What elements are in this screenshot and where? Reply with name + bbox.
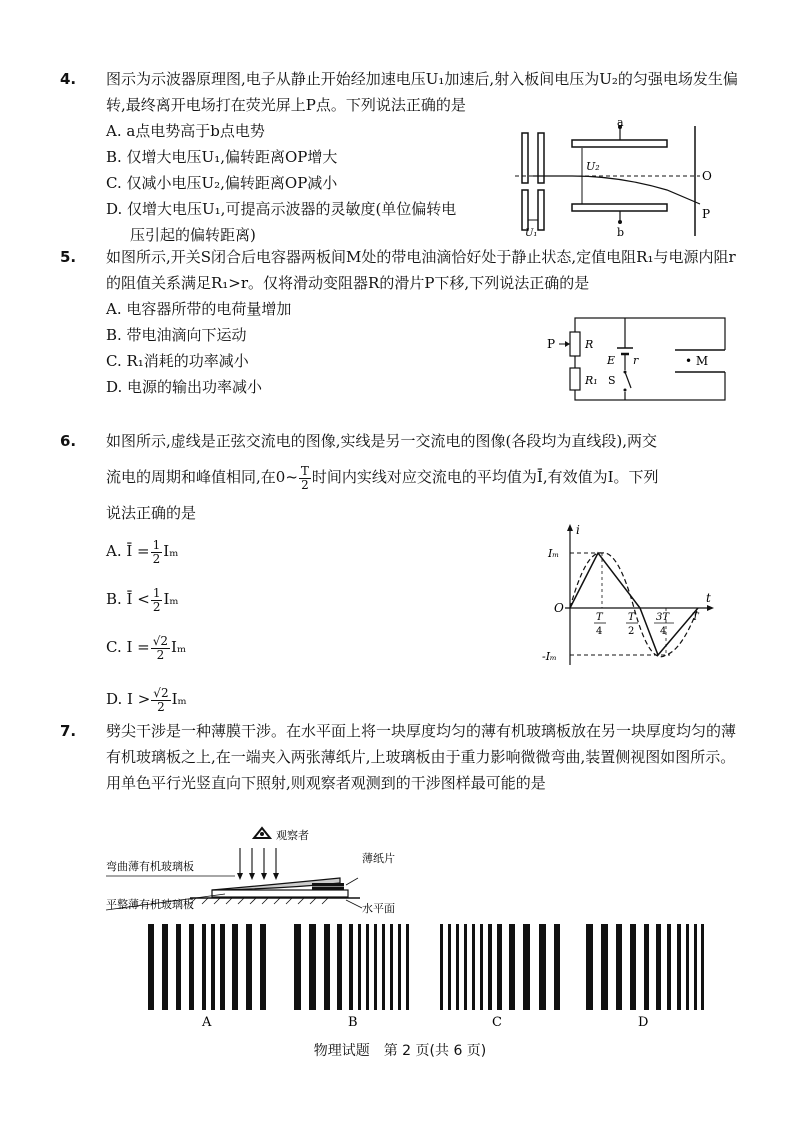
fringe-choice-a: [148, 924, 268, 1030]
option-fraction: [151, 539, 163, 566]
label-r1: R₁: [585, 374, 598, 387]
option-b: B. 带电油滴向下运动: [106, 326, 247, 344]
label-u1: U₁: [525, 228, 538, 239]
fringe-choice-b: [294, 924, 414, 1030]
choice-label-a: A: [202, 1015, 212, 1030]
q6-option-d: [60, 686, 750, 714]
frac-num: 1: [152, 585, 161, 600]
axis-t: t: [706, 591, 711, 605]
frac-num: 1: [152, 537, 161, 552]
origin-label: O: [554, 601, 564, 615]
fringe-choice-d: [586, 924, 706, 1030]
option-prefix: C. I =: [106, 638, 150, 656]
question-number: 6.: [60, 432, 77, 450]
frac-den: 2: [301, 477, 309, 492]
frac-num: √2: [152, 633, 169, 648]
paper-label: 薄纸片: [362, 852, 395, 865]
neg-im-label: -Iₘ: [542, 650, 557, 663]
tick-3t4-num: 3T: [656, 612, 670, 623]
option-suffix: Iₘ: [171, 638, 187, 656]
curved-plate-label: 弯曲薄有机玻璃板: [106, 860, 194, 873]
label-s: S: [608, 374, 616, 387]
option-suffix: Iₘ: [171, 690, 187, 708]
page-footer: 物理试题 第 2 页(共 6 页): [313, 1043, 487, 1059]
option-prefix: A. Ī =: [106, 542, 150, 560]
option-a: A. 电容器所带的电荷量增加: [106, 300, 292, 318]
option-suffix: Iₘ: [163, 542, 179, 560]
label-b: b: [617, 226, 625, 239]
option-a: A. a点电势高于b点电势: [106, 122, 265, 140]
label-e: E: [607, 354, 616, 367]
question-7: [60, 718, 750, 796]
choice-label-d: D: [638, 1015, 649, 1030]
option-d-continued: 压引起的偏转距离): [130, 226, 256, 244]
question-stem-line-3: 说法正确的是: [106, 504, 197, 522]
stem-part: 流电的周期和峰值相同,在0~: [106, 468, 298, 486]
option-fraction: [151, 687, 170, 714]
tick-3t4-den: 4: [660, 626, 667, 637]
option-c: C. 仅减小电压U₂,偏转距离OP减小: [106, 174, 338, 192]
option-suffix: Iₘ: [163, 590, 179, 608]
ac-waveform-figure: [540, 520, 730, 670]
frac-den: 2: [152, 599, 161, 614]
question-stem: 如图所示,开关S闭合后电容器两板间M处的带电油滴恰好处于静止状态,定值电阻R₁与电源内阻r的阻值关系满足R₁>r。仅将滑动变阻器R的滑片P下移,下列说法正确的是: [106, 248, 736, 292]
frac-num: T: [300, 463, 309, 478]
frac-den: 2: [156, 647, 165, 662]
stem-part: 时间内实线对应交流电的平均值为Ī,有效值为I。下列: [311, 468, 659, 486]
choice-label-b: B: [348, 1015, 358, 1030]
label-p: P: [547, 337, 556, 351]
frac-num: √2: [153, 685, 169, 700]
label-a: a: [617, 118, 624, 129]
question-stem-line-2: [106, 462, 750, 492]
label-r-internal: r: [633, 354, 639, 367]
oscilloscope-figure: [510, 118, 730, 243]
label-p: P: [702, 207, 711, 221]
tick-t2-den: 2: [628, 626, 635, 637]
question-stem-line-1: 如图所示,虚线是正弦交流电的图像,实线是另一交流电的图像(各段均为直线段),两交: [106, 432, 658, 450]
question-number: 4.: [60, 70, 77, 88]
label-o: O: [702, 169, 712, 183]
horizontal-label: 水平面: [362, 902, 395, 914]
question-number: 5.: [60, 248, 77, 266]
option-fraction: [151, 635, 170, 662]
frac-den: 2: [152, 551, 161, 566]
observer-label: 观察者: [276, 829, 309, 842]
option-fraction: [151, 587, 163, 614]
option-b: B. 仅增大电压U₁,偏转距离OP增大: [106, 148, 338, 166]
tick-t: T: [692, 612, 699, 623]
axis-i: i: [576, 523, 580, 537]
fringe-choice-c: [440, 924, 560, 1030]
fraction-t-over-2: [299, 465, 311, 492]
frac-den: 2: [157, 699, 165, 714]
wedge-interference-figure: [100, 822, 440, 914]
option-c: C. R₁消耗的功率减小: [106, 352, 249, 370]
question-stem: 图示为示波器原理图,电子从静止开始经加速电压U₁加速后,射入板间电压为U₂的匀强电场发生偏转,最终离开电场打在荧光屏上P点。下列说法正确的是: [106, 70, 738, 114]
choice-label-c: C: [492, 1015, 502, 1030]
option-d: D. 电源的输出功率减小: [106, 378, 263, 396]
im-label: Iₘ: [548, 547, 560, 560]
tick-t2-num: T: [628, 612, 635, 623]
option-prefix: B. Ī <: [106, 590, 150, 608]
tick-t4-den: 4: [596, 626, 603, 637]
question-stem: 劈尖干涉是一种薄膜干涉。在水平面上将一块厚度均匀的薄有机玻璃板放在另一块厚度均匀的薄有机玻璃板之上,在一端夹入两张薄纸片,上玻璃板由于重力影响微微弯曲,装置侧视图如图所示。用单色平行光竖直向下照射,则观察者观测到的干涉图样最可能的是: [106, 722, 737, 792]
label-u2: U₂: [586, 160, 600, 173]
question-number: 7.: [60, 722, 77, 740]
option-prefix: D. I >: [106, 690, 151, 708]
flat-plate-label: 平整薄有机玻璃板: [106, 898, 194, 911]
label-r: R: [585, 338, 594, 351]
label-m: • M: [685, 354, 709, 368]
tick-t4-num: T: [596, 612, 603, 623]
option-d: D. 仅增大电压U₁,可提高示波器的灵敏度(单位偏转电: [106, 200, 457, 218]
circuit-figure: [545, 310, 735, 410]
question-6: [60, 426, 750, 528]
